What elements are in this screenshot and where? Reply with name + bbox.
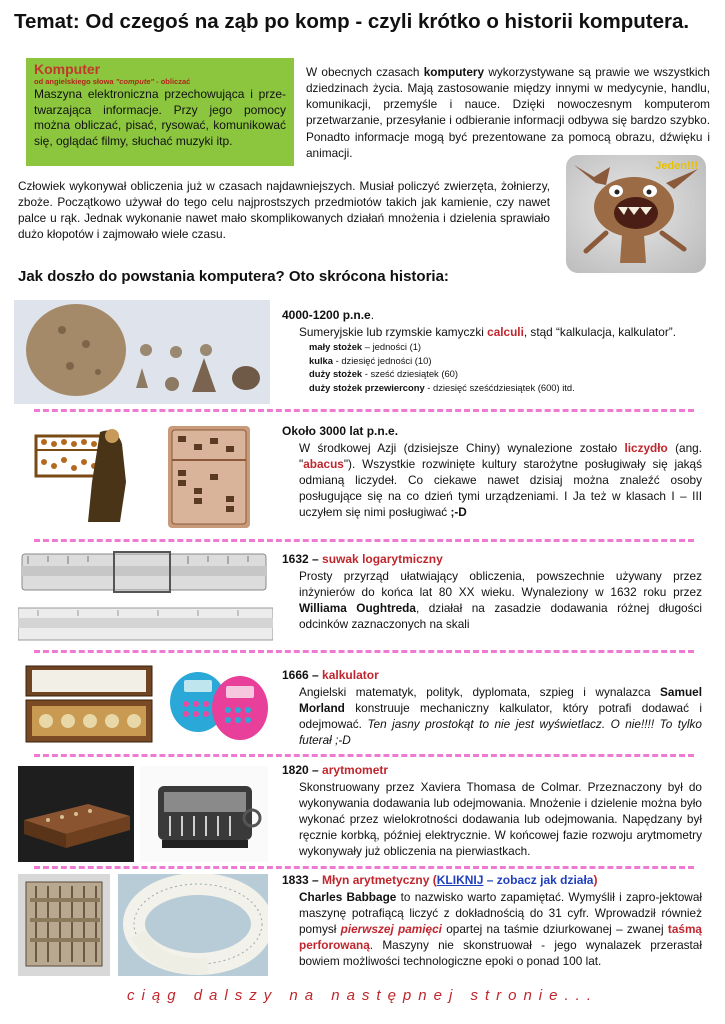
entry-date: 1632 – suwak logarytmiczny <box>282 552 443 566</box>
divider <box>34 866 694 869</box>
definition-term: Komputer <box>34 61 101 77</box>
page-title: Temat: Od czegoś na ząb po komp - czyli krótko o historii komputera. <box>14 10 690 33</box>
divider <box>34 539 694 542</box>
definition-text: Maszyna elektroniczna przechowująca i prze-twarzająca informacje. Przy jego pomocy można obliczać, pisać, rysować, komunikować się, oglądać filmy, słuchać muzyki itp. <box>34 87 286 148</box>
entry-date: 4000-1200 p.n.e. <box>282 308 375 322</box>
intro-paragraph-right: W obecnych czasach komputery wykorzystywane są prawie we wszystkich dziedzinach życia. Mają zastosowanie między innymi w medycynie, handlu, komunikacji, przemyśle i nauce. Dzięki nowoczesnym komputerom przetwarzanie, przesyłanie i odbieranie informacji odbywa się bardzo szybko. Ponadto informacje mogą być prezentowane za pomocą obrazu, dźwięku i animacji. <box>306 65 710 160</box>
entry-1632 <box>282 552 702 632</box>
entry-text: Angielski matematyk, polityk, dyplomata, szpieg i wynalazca Samuel Morland konstruuje mechaniczny kalkulator, który potrafi dodawać i odejmować. Ten jasny prostokąt to nie jest wyświetlacz. O nie!!!! To tylko futerał ;-D <box>299 684 702 748</box>
difference-engine-image <box>18 874 110 976</box>
calculi-counts <box>282 340 702 395</box>
entry-date: 1833 – Młyn arytmetyczny (KLIKNIJ – zobacz jak działa) <box>282 873 598 887</box>
divider <box>34 650 694 653</box>
morland-calculator-image <box>24 664 154 744</box>
mechanical-calculator-image <box>140 766 268 862</box>
entry-3000bc <box>282 424 702 521</box>
entry-4000bc <box>282 308 702 394</box>
definition-box <box>26 58 294 166</box>
list-item: mały stożek – jedności (1) <box>309 340 422 352</box>
definition-origin: od angielskiego słowa "compute" - obliczać <box>34 77 191 87</box>
abacus-figure-image <box>30 422 130 528</box>
divider <box>34 754 694 757</box>
entry-1833 <box>282 873 702 970</box>
intro-paragraph-left: Człowiek wykonywał obliczenia już w czasach najdawniejszych. Musiał policzyć zwierzęta, żołnierzy, zboże. Początkowo używał do tego celu najprostszych przedmiotów takich jak kamienie, czy nawet palce u rąk. Jednak wykonanie nawet mało skomplikowanych działań mnożenia i dzielenia sprawiało dużo kłopotów i zajmowało wiele czasu. <box>18 179 550 242</box>
list-item: duży stożek - sześć dziesiątek (60) <box>309 368 459 380</box>
entry-text: Prosty przyrząd ułatwiający obliczenia, powszechnie używany przez inżynierów do końca lat 80 XX wieku. Wynaleziony w 1632 roku przez Williama Oughtreda, działał na zasadzie dodawania różnej długości odcinków zaznaczonych na skali <box>299 568 703 632</box>
continued-footer: ciąg dalszy na następnej stronie... <box>127 987 598 1004</box>
calculi-stones-image <box>14 300 270 404</box>
abacus-image <box>168 426 250 528</box>
entry-date: 1666 – kalkulator <box>282 668 379 682</box>
entry-text: Sumeryjskie lub rzymskie kamyczki calculi, stąd “kalkulacja, kalkulator”. <box>299 324 676 339</box>
jeden-label: Jeden!!! <box>655 160 698 172</box>
entry-1820 <box>282 763 702 860</box>
divider <box>34 409 694 412</box>
toy-calculators-image <box>164 666 272 744</box>
list-item: duży stożek przewiercony - dziesięć sześćdziesiątek (600) itd. <box>309 381 575 393</box>
entry-date: Około 3000 lat p.n.e. <box>282 424 399 438</box>
punched-tape-image <box>118 874 268 976</box>
entry-1666 <box>282 668 702 748</box>
history-heading: Jak doszło do powstania komputera? Oto skrócona historia: <box>18 268 449 285</box>
arithmometer-image <box>18 766 134 862</box>
entry-text: W środkowej Azji (dzisiejsze Chiny) wynalezione zostało liczydło (ang. "abacus"). Wszystkie rozwinięte kultury starożytne posługiwały się jakąś odmianą liczydeł. Co ciekawe nawet dzisiaj można znaleźć osoby posługujące się na co dzień tymi urządzeniami. I Ja też w klasach I – III uczyłem się nimi posługiwać ;-D <box>299 440 702 520</box>
entry-text: Charles Babbage to nazwisko warto zapamiętać. Wymyślił i zapro-jektował maszynę potrafiącą liczyć z dokładnością do 31 cyfr. Wprowadził również pomysł pierwszej pamięci opartej na taśmie dziurkowanej – zwanej taśmą perforowaną. Maszyny nie skonstruował - jego wynalazek przerastał bowiem możliwości technologiczne epoki o ponad 100 lat. <box>299 889 702 969</box>
slide-rule-image <box>18 548 273 644</box>
jeden-picture <box>566 155 706 273</box>
entry-date: 1820 – arytmometr <box>282 763 389 777</box>
kliknij-link[interactable]: KLIKNIJ <box>436 873 484 887</box>
entry-text: Skonstruowany przez Xaviera Thomasa de Colmar. Przeznaczony był do wykonywania dodawania lub odejmowania. Mnożenie i dzielenie można było wykonać przez wielokrotności dodawania lub odejmowania. Napędzany był ręcznie korbką, później elektrycznie. W końcowej fazie rozwoju arytmometry wykonywały już obliczenia na pierwiastkach. <box>299 779 702 859</box>
list-item: kulka - dziesięć jedności (10) <box>309 354 432 366</box>
